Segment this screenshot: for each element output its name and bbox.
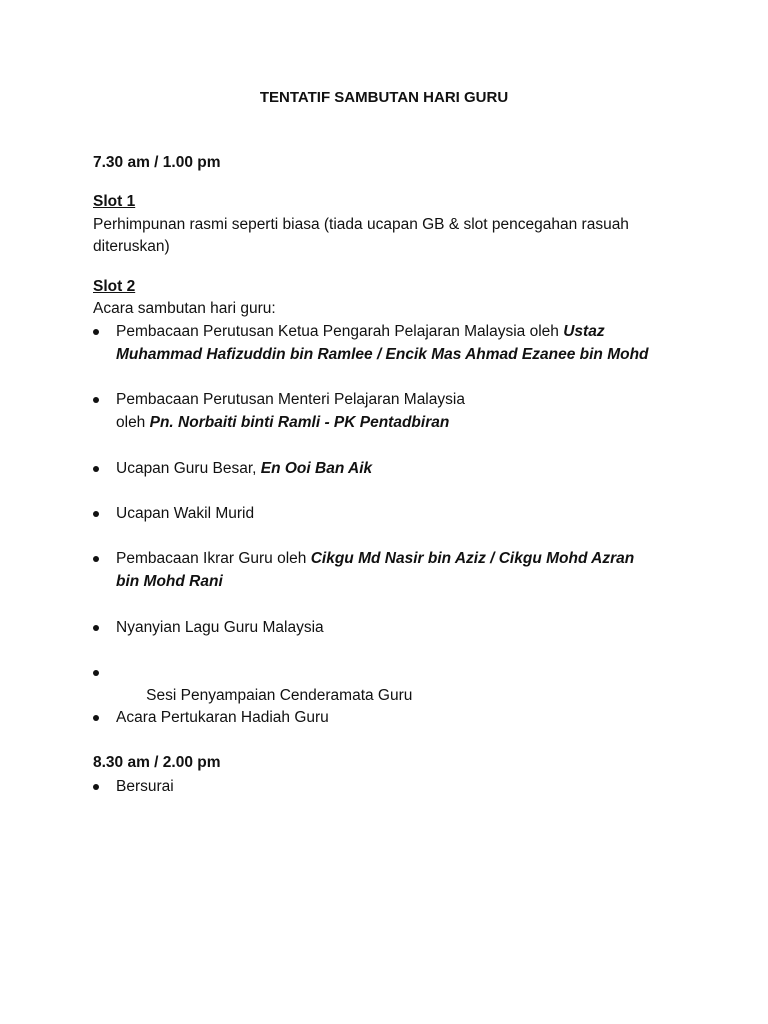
item-text: Acara Pertukaran Hadiah Guru — [116, 709, 329, 726]
bullet-icon — [93, 397, 99, 403]
item-person-name: bin Mohd Rani — [116, 573, 223, 590]
end-item-text: Bersurai — [116, 778, 174, 795]
item-text: oleh — [116, 414, 150, 431]
slot1-heading: Slot 1 — [93, 193, 136, 210]
bullet-icon — [93, 466, 99, 472]
slot1-line2: diteruskan) — [93, 238, 170, 255]
item-text: Pembacaan Perutusan Ketua Pengarah Pelajaran Malaysia oleh — [116, 323, 564, 340]
item-person-name: Pn. Norbaiti binti Ramli - PK Pentadbiran — [149, 414, 450, 431]
bullet-icon — [93, 670, 99, 676]
slot2-heading: Slot 2 — [93, 278, 136, 295]
bullet-icon — [93, 329, 99, 335]
bullet-icon — [93, 784, 99, 790]
item-person-name: En Ooi Ban Aik — [260, 460, 373, 477]
item-person-name: Cikgu Md Nasir bin Aziz / Cikgu Mohd Azran — [310, 550, 635, 567]
item-text: Sesi Penyampaian Cenderamata Guru — [141, 687, 413, 704]
item-text: Pembacaan Ikrar Guru oleh — [116, 550, 311, 567]
item-text: Ucapan Wakil Murid — [116, 505, 255, 522]
time-start: 7.30 am / 1.00 pm — [93, 154, 221, 171]
item-person-name: Muhammad Hafizuddin bin Ramlee / Encik Mas Ahmad Ezanee bin Mohd — [116, 346, 649, 363]
bullet-icon — [93, 511, 99, 517]
bullet-icon — [93, 625, 99, 631]
item-text: Pembacaan Perutusan Menteri Pelajaran Malaysia — [116, 391, 465, 408]
slot1-line1: Perhimpunan rasmi seperti biasa (tiada ucapan GB & slot pencegahan rasuah — [93, 216, 629, 233]
document-title: TENTATIF SAMBUTAN HARI GURU — [259, 89, 509, 106]
item-person-name: Ustaz — [563, 323, 605, 340]
item-text: Ucapan Guru Besar, — [116, 460, 261, 477]
bullet-icon — [93, 556, 99, 562]
item-text: Nyanyian Lagu Guru Malaysia — [116, 619, 324, 636]
bullet-icon — [93, 715, 99, 721]
slot2-intro: Acara sambutan hari guru: — [93, 300, 276, 317]
time-end: 8.30 am / 2.00 pm — [93, 754, 221, 771]
